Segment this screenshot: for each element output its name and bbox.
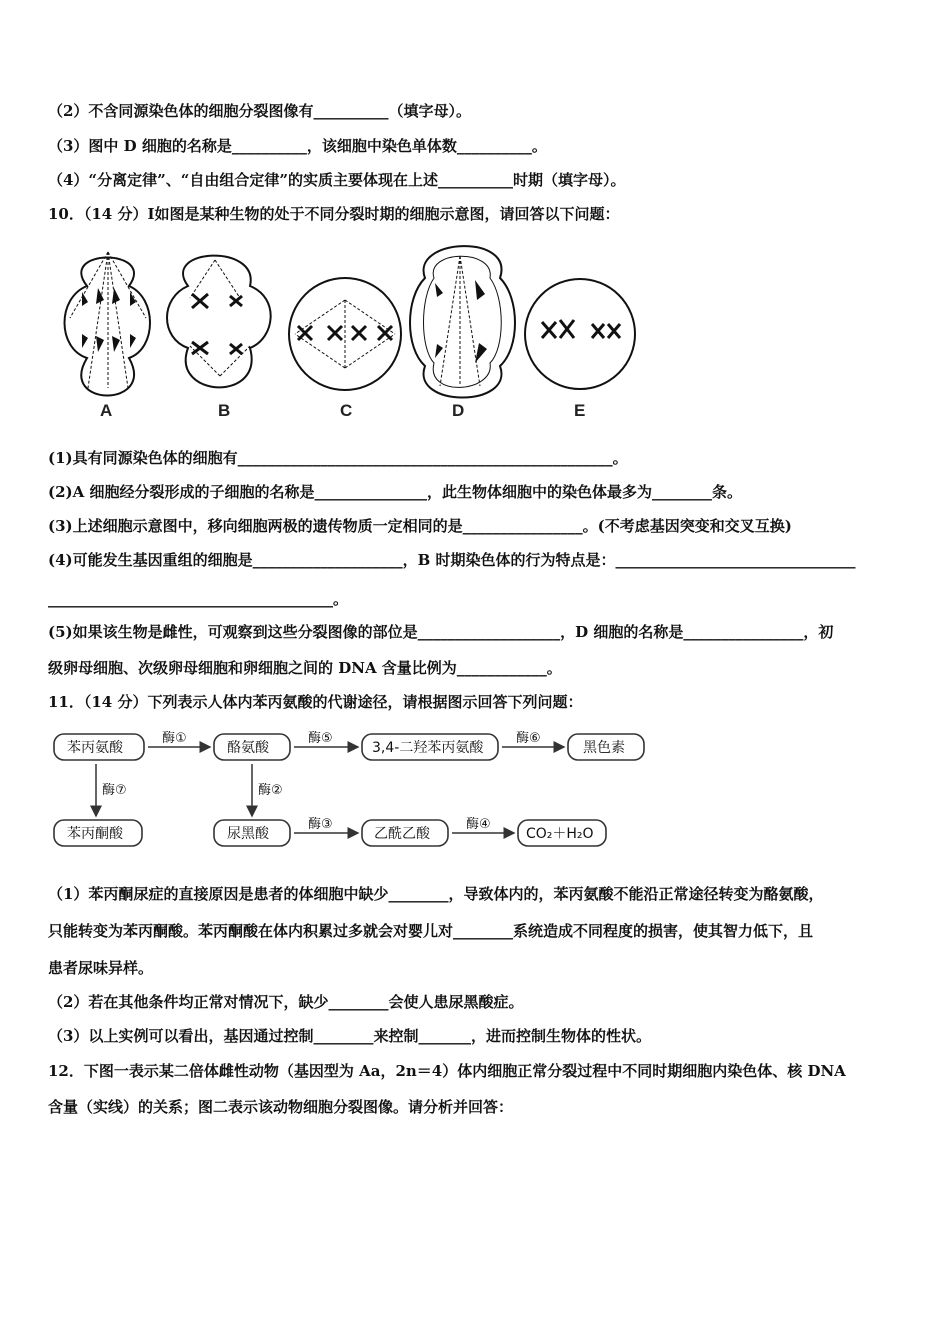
cell-d-figure [410,246,515,397]
question-11-part-3: （3）以上实例可以看出，基因通过控制________来控制_______，进而控制生物体的性状。 [48,1027,651,1045]
cell-d-label: D [452,401,465,420]
enzyme-3-label: 酶③ [308,817,333,832]
svg-text:黑色素: 黑色素 [583,740,625,756]
node-phenylpyruvate [54,820,142,846]
question-9-part-2: （2）不含同源染色体的细胞分裂图像有__________（填字母）。 [48,102,471,120]
question-11-part-1-cont: 只能转变为苯丙酮酸。苯丙酮酸在体内积累过多就会对婴儿对________系统造成不同程度的损害，使其智力低下，且 [48,922,814,940]
node-tyrosine [214,734,290,760]
question-10-part-4: (4)可能发生基因重组的细胞是____________________，B 时期染色体的行为特点是：________________________________ [48,551,856,569]
svg-text:CO₂＋H₂O: CO₂＋H₂O [526,826,594,842]
cell-c-figure [289,278,401,390]
cell-b-label: B [218,401,231,420]
node-phenylalanine [54,734,144,760]
question-10-stem: 10．（14 分）Ⅰ如图是某种生物的处于不同分裂时期的细胞示意图，请回答以下问题： [48,205,620,223]
phenylalanine-pathway [50,724,650,854]
svg-text:苯丙酮酸: 苯丙酮酸 [67,826,123,842]
question-9-part-4: （4）“分离定律”、“自由组合定律”的实质主要体现在上述__________时期（填字母）。 [48,171,626,189]
svg-text:乙酰乙酸: 乙酰乙酸 [374,826,430,842]
question-10-part-5-cont: 级卵母细胞、次级卵母细胞和卵细胞之间的 DNA 含量比例为____________。 [48,659,562,677]
question-11-part-1-cont2: 患者尿味异样。 [48,959,154,977]
enzyme-7-label: 酶⑦ [102,783,127,798]
cell-a-label: A [100,401,113,420]
node-melanin [568,734,644,760]
cell-c-label: C [340,401,353,420]
question-10-part-4-cont: ______________________________________。 [48,590,349,608]
node-homogentisic-acid [214,820,290,846]
enzyme-5-label: 酶⑤ [308,731,333,746]
question-11-part-2: （2）若在其他条件均正常对情况下，缺少________会使人患尿黑酸症。 [48,993,524,1011]
question-11-stem: 11．（14 分）下列表示人体内苯丙氨酸的代谢途径，请根据图示回答下列问题： [48,693,583,711]
svg-text:尿黑酸: 尿黑酸 [227,826,269,842]
cell-division-diagram [50,238,650,423]
question-12-stem-cont: 含量（实线）的关系；图二表示该动物细胞分裂图像。请分析并回答： [48,1098,514,1116]
svg-text:苯丙氨酸: 苯丙氨酸 [67,740,123,756]
cell-e-label: E [574,401,586,420]
enzyme-4-label: 酶④ [466,817,491,832]
enzyme-6-label: 酶⑥ [516,731,541,746]
svg-text:酪氨酸: 酪氨酸 [227,740,269,756]
svg-text:3,4-二羟苯丙氨酸: 3,4-二羟苯丙氨酸 [372,740,484,756]
enzyme-1-label: 酶① [162,731,187,746]
question-10-part-5: (5)如果该生物是雌性，可观察到这些分裂图像的部位是___________________，D 细胞的名称是________________，初 [48,623,834,641]
node-co2-h2o [518,820,606,846]
question-12-stem: 12．下图一表示某二倍体雌性动物（基因型为 Aa，2n＝4）体内细胞正常分裂过程中不同时期细胞内染色体、核 DNA [48,1062,846,1080]
node-dopa [362,734,498,760]
cell-a-figure [65,252,151,396]
cell-e-figure [525,279,635,389]
question-9-part-3: （3）图中 D 细胞的名称是__________，该细胞中染色单体数__________。 [48,137,547,155]
enzyme-2-label: 酶② [258,783,283,798]
question-10-part-1: (1)具有同源染色体的细胞有__________________________________________________。 [48,449,628,467]
question-11-part-1: （1）苯丙酮尿症的直接原因是患者的体细胞中缺少________，导致体内的，苯丙氨酸不能沿正常途径转变为酪氨酸， [48,885,824,903]
question-10-part-2: (2)A 细胞经分裂形成的子细胞的名称是_______________，此生物体细胞中的染色体最多为________条。 [48,483,742,501]
question-10-part-3: (3)上述细胞示意图中，移向细胞两极的遗传物质一定相同的是________________。(不考虑基因突变和交叉互换) [48,517,792,535]
cell-b-figure [167,256,271,388]
node-acetoacetate [362,820,448,846]
